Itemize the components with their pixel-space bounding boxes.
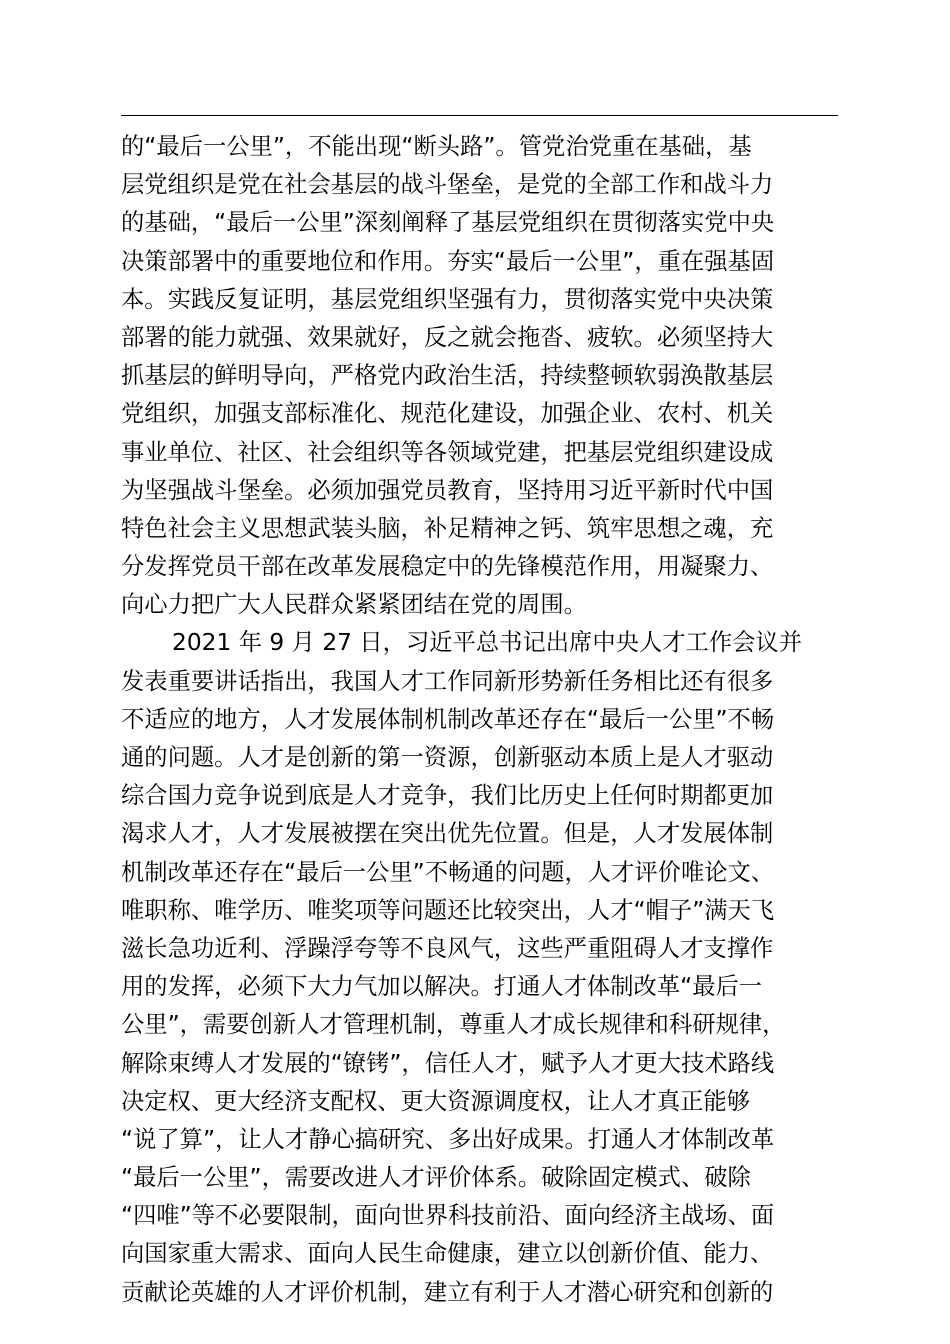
text-line: 本。实践反复证明，基层党组织坚强有力，贯彻落实党中央决策: [121, 285, 774, 313]
text-line: 发表重要讲话指出，我国人才工作同新形势新任务相比还有很多: [121, 667, 774, 695]
text-line: 滋长急功近利、浮躁浮夸等不良风气，这些严重阻碍人才支撑作: [121, 934, 774, 962]
body-text: [121, 128, 838, 1312]
text-line: 渴求人才，人才发展被摆在突出优先位置。但是，人才发展体制: [121, 820, 774, 848]
text-line: 决定权、更大经济支配权、更大资源调度权，让人才真正能够: [121, 1087, 751, 1115]
text-line: 的“最后一公里”，不能出现“断头路”。管党治党重在基础，基: [121, 133, 752, 160]
text-line: 贡献论英雄的人才评价机制，建立有利于人才潜心研究和创新的: [121, 1278, 774, 1306]
text-line: 综合国力竞争说到底是人才竞争，我们比历史上任何时期都更加: [121, 782, 774, 810]
text-line: 向心力把广大人民群众紧紧团结在党的周围。: [121, 591, 587, 619]
text-line: “最后一公里”，需要改进人才评价体系。破除固定模式、破除: [121, 1164, 751, 1192]
text-line: 向国家重大需求、面向人民生命健康，建立以创新价值、能力、: [121, 1240, 774, 1268]
text-line: “说了算”，让人才静心搞研究、多出好成果。打通人才体制改革: [121, 1125, 775, 1153]
text-line: 唯职称、唯学历、唯奖项等问题还比较突出，人才“帽子”满天飞: [121, 896, 775, 924]
text-line: 决策部署中的重要地位和作用。夯实“最后一公里”，重在强基固: [121, 247, 775, 275]
text-line: 通的问题。人才是创新的第一资源，创新驱动本质上是人才驱动: [121, 744, 774, 771]
text-line: 分发挥党员干部在改革发展稳定中的先锋模范作用，用凝聚力、: [121, 553, 774, 581]
text-line: 不适应的地方，人才发展体制机制改革还存在“最后一公里”不畅: [121, 705, 775, 733]
text-line: 党组织，加强支部标准化、规范化建设，加强企业、农村、机关: [121, 400, 774, 428]
header-rule: [121, 115, 838, 116]
text-line: 的基础，“最后一公里”深刻阐释了基层党组织在贯彻落实党中央: [121, 209, 775, 237]
text-line: 特色社会主义思想武装头脑，补足精神之钙、筑牢思想之魂，充: [121, 514, 774, 542]
text-line: 用的发挥，必须下大力气加以解决。打通人才体制改革“最后一: [121, 973, 763, 1001]
text-line: 解除束缚人才发展的“镣铐”，信任人才，赋予人才更大技术路线: [121, 1049, 775, 1077]
text-line: 层党组织是党在社会基层的战斗堡垒，是党的全部工作和战斗力: [121, 171, 774, 199]
text-line: 机制改革还存在“最后一公里”不畅通的问题，人才评价唯论文、: [121, 858, 775, 886]
text-line: “四唯”等不必要限制，面向世界科技前沿、面向经济主战场、面: [121, 1202, 775, 1230]
text-line: 公里”，需要创新人才管理机制，尊重人才成长规律和科研规律，: [121, 1011, 786, 1039]
text-line: 抓基层的鲜明导向，严格党内政治生活，持续整顿软弱涣散基层: [121, 362, 774, 390]
text-line: 事业单位、社区、社会组织等各领域党建，把基层党组织建设成: [121, 438, 774, 466]
text-line: 部署的能力就强、效果就好，反之就会拖沓、疲软。必须坚持大: [121, 323, 774, 351]
text-line: 为坚强战斗堡垒。必须加强党员教育，坚持用习近平新时代中国: [121, 476, 774, 504]
paragraph-start-line: 2021 年 9 月 27 日，习近平总书记出席中央人才工作会议并: [172, 629, 803, 657]
